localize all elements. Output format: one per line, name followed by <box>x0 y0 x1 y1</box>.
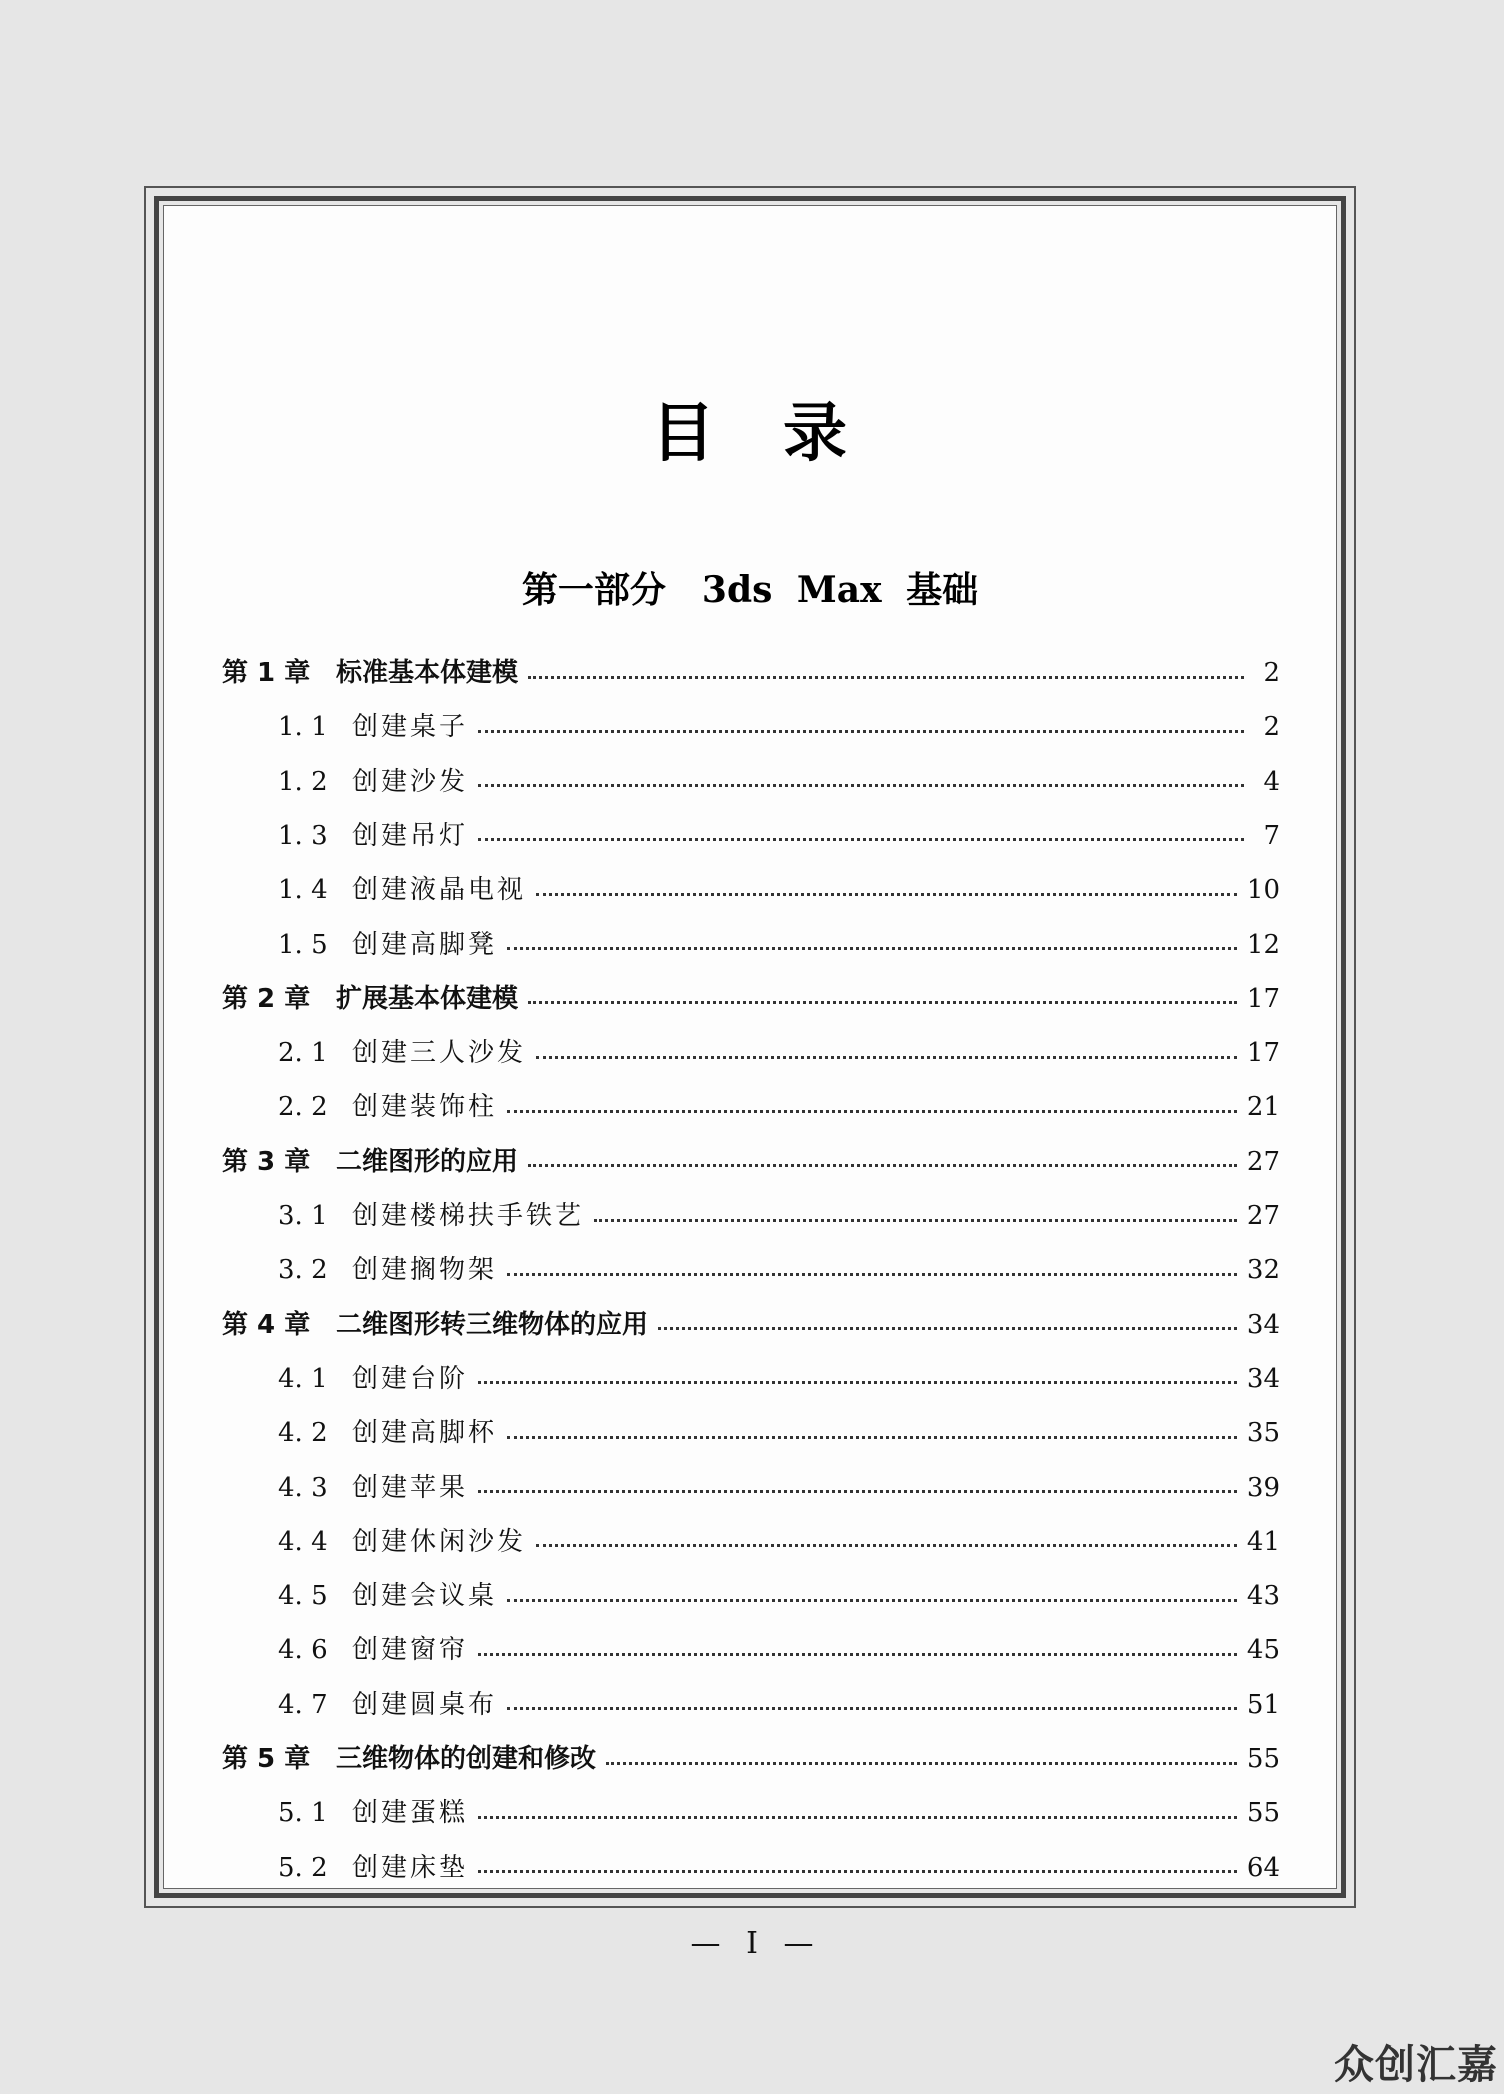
toc-dot-leader <box>528 1001 1237 1004</box>
toc-entry-number: 4. 1 <box>278 1363 328 1394</box>
toc-section-entry <box>222 1243 1280 1297</box>
toc-entry-page: 55 <box>1246 1798 1280 1829</box>
toc-entry-title: 扩展基本体建模 <box>336 983 519 1014</box>
toc-dot-leader <box>507 1707 1237 1710</box>
toc-dot-leader <box>536 1056 1237 1059</box>
toc-entry-page: 17 <box>1246 983 1280 1014</box>
toc-section-entry <box>222 1786 1280 1840</box>
toc-entry-page: 41 <box>1246 1526 1280 1557</box>
toc-entry-page: 39 <box>1246 1472 1280 1503</box>
toc-chapter-entry <box>222 1298 1280 1352</box>
toc-dot-leader <box>478 1490 1237 1493</box>
toc-entry-title: 创建楼梯扶手铁艺 <box>352 1201 585 1231</box>
toc-entry-page: 12 <box>1246 929 1280 960</box>
toc-section-entry <box>222 1678 1280 1732</box>
toc-entry-page: 34 <box>1246 1363 1280 1394</box>
toc-entry-number: 2. 1 <box>278 1038 328 1069</box>
toc-entry-page: 10 <box>1246 875 1280 906</box>
toc-dot-leader <box>478 1870 1237 1873</box>
toc-entry-title: 创建搁物架 <box>352 1255 498 1286</box>
toc-entry-number: 4. 3 <box>278 1472 328 1503</box>
toc-entry-page: 35 <box>1246 1418 1280 1449</box>
toc-entry-number: 5. 2 <box>278 1852 328 1883</box>
toc-dot-leader <box>507 1599 1237 1602</box>
toc-chapter-entry <box>222 1135 1280 1189</box>
toc-dot-leader <box>536 1544 1237 1547</box>
toc-dot-leader <box>536 893 1237 896</box>
toc-section-entry <box>222 1406 1280 1460</box>
page-title: 目 录 <box>651 397 849 471</box>
toc-entry-title: 创建三人沙发 <box>352 1038 527 1069</box>
toc-entry-title: 创建吊灯 <box>352 820 469 851</box>
toc-section-entry <box>222 809 1280 863</box>
toc-entry-number: 4. 2 <box>278 1418 328 1449</box>
toc-entry-title: 创建苹果 <box>352 1472 469 1503</box>
toc-entry-number: 3. 2 <box>278 1255 328 1286</box>
toc-section-entry <box>222 1352 1280 1406</box>
toc-entry-title: 创建高脚杯 <box>352 1418 498 1449</box>
toc-entry-number: 第 3 章 <box>222 1146 311 1177</box>
toc-section-entry <box>222 863 1280 917</box>
toc-entry-page: 7 <box>1263 820 1280 851</box>
toc-entry-page: 17 <box>1246 1038 1280 1069</box>
toc-section-entry <box>222 755 1280 809</box>
toc-entry-title: 创建沙发 <box>352 766 469 797</box>
toc-entry-number: 1. 5 <box>278 929 328 960</box>
toc-entry-title: 三维物体的创建和修改 <box>336 1744 597 1774</box>
toc-entry-title: 标准基本体建模 <box>336 658 519 688</box>
toc-entry-title: 创建窗帘 <box>352 1635 469 1666</box>
toc-dot-leader <box>507 1273 1237 1276</box>
toc-dot-leader <box>478 838 1244 841</box>
toc-entry-page: 2 <box>1263 712 1280 743</box>
toc-entry-page: 21 <box>1246 1092 1280 1123</box>
toc-entry-number: 第 5 章 <box>222 1744 311 1774</box>
toc-entry-title: 创建桌子 <box>352 712 469 743</box>
toc-section-entry <box>222 1623 1280 1677</box>
toc-section-entry <box>222 918 1280 972</box>
toc-entry-page: 64 <box>1246 1852 1280 1883</box>
toc-section-entry <box>222 1080 1280 1134</box>
page-number: — I — <box>690 1926 814 1961</box>
toc-entry-number: 第 4 章 <box>222 1309 311 1340</box>
toc-entry-title: 二维图形的应用 <box>336 1146 519 1177</box>
toc-entry-number: 4. 6 <box>278 1635 328 1666</box>
toc-dot-leader <box>478 730 1244 733</box>
toc-entry-number: 1. 4 <box>278 875 328 906</box>
toc-dot-leader <box>507 947 1237 950</box>
toc-entry-number: 第 2 章 <box>222 983 311 1014</box>
toc-entry-title: 创建会议桌 <box>352 1581 498 1612</box>
toc-entry-page: 55 <box>1246 1744 1280 1774</box>
toc-entry-page: 27 <box>1246 1201 1280 1231</box>
watermark-logo: 众创汇嘉 <box>1334 2042 1498 2088</box>
toc-dot-leader <box>478 1653 1237 1656</box>
toc-dot-leader <box>528 1164 1237 1167</box>
toc-entry-title: 创建液晶电视 <box>352 875 527 906</box>
toc-entry-title: 二维图形转三维物体的应用 <box>336 1309 649 1340</box>
toc-section-entry <box>222 1841 1280 1895</box>
toc-dot-leader <box>507 1436 1237 1439</box>
toc-entry-page: 43 <box>1246 1581 1280 1612</box>
toc-entry-title: 创建休闲沙发 <box>352 1526 527 1557</box>
toc-entry-number: 1. 1 <box>278 712 328 743</box>
page-frame-outer <box>144 186 1356 1908</box>
toc-dot-leader <box>594 1219 1237 1222</box>
toc-section-entry <box>222 1026 1280 1080</box>
toc-section-entry <box>222 1569 1280 1623</box>
toc-entry-number: 2. 2 <box>278 1092 328 1123</box>
toc-entry-page: 51 <box>1246 1689 1280 1720</box>
toc-entry-page: 4 <box>1263 766 1280 797</box>
toc-dot-leader <box>478 1816 1237 1819</box>
toc-entry-title: 创建装饰柱 <box>352 1092 498 1123</box>
toc-entry-page: 45 <box>1246 1635 1280 1666</box>
toc-entry-title: 创建圆桌布 <box>352 1689 498 1720</box>
page-frame-inner <box>154 196 1346 1898</box>
toc-dot-leader <box>478 784 1244 787</box>
toc-dot-leader <box>658 1327 1237 1330</box>
page-content-area <box>163 205 1337 1889</box>
toc-entry-page: 34 <box>1246 1309 1280 1340</box>
toc-section-entry <box>222 1461 1280 1515</box>
toc-entry-page: 32 <box>1246 1255 1280 1286</box>
toc-entry-number: 第 1 章 <box>222 658 311 688</box>
toc-dot-leader <box>478 1381 1237 1384</box>
toc-entry-title: 创建床垫 <box>352 1852 469 1883</box>
toc-chapter-entry <box>222 1732 1280 1786</box>
toc-entry-title: 创建蛋糕 <box>352 1798 469 1829</box>
toc-entry-number: 5. 1 <box>278 1798 328 1829</box>
part-title: 第一部分 3ds Max 基础 <box>521 569 979 611</box>
toc-entry-number: 4. 5 <box>278 1581 328 1612</box>
toc-section-entry <box>222 1515 1280 1569</box>
toc-entry-number: 1. 3 <box>278 820 328 851</box>
toc-entry-title: 创建高脚凳 <box>352 929 498 960</box>
toc-entry-page: 27 <box>1246 1146 1280 1177</box>
toc-entry-number: 4. 7 <box>278 1689 328 1720</box>
toc-entry-number: 4. 4 <box>278 1526 328 1557</box>
toc-entry-page: 2 <box>1263 658 1280 688</box>
toc-section-entry <box>222 1189 1280 1243</box>
toc-dot-leader <box>606 1762 1237 1765</box>
toc-dot-leader <box>528 676 1244 679</box>
toc-entry-title: 创建台阶 <box>352 1363 469 1394</box>
toc-entry-number: 1. 2 <box>278 766 328 797</box>
toc-section-entry <box>222 700 1280 754</box>
toc-entry-number: 3. 1 <box>278 1201 328 1231</box>
toc-chapter-entry <box>222 972 1280 1026</box>
toc-dot-leader <box>507 1110 1237 1113</box>
toc-chapter-entry <box>222 646 1280 700</box>
